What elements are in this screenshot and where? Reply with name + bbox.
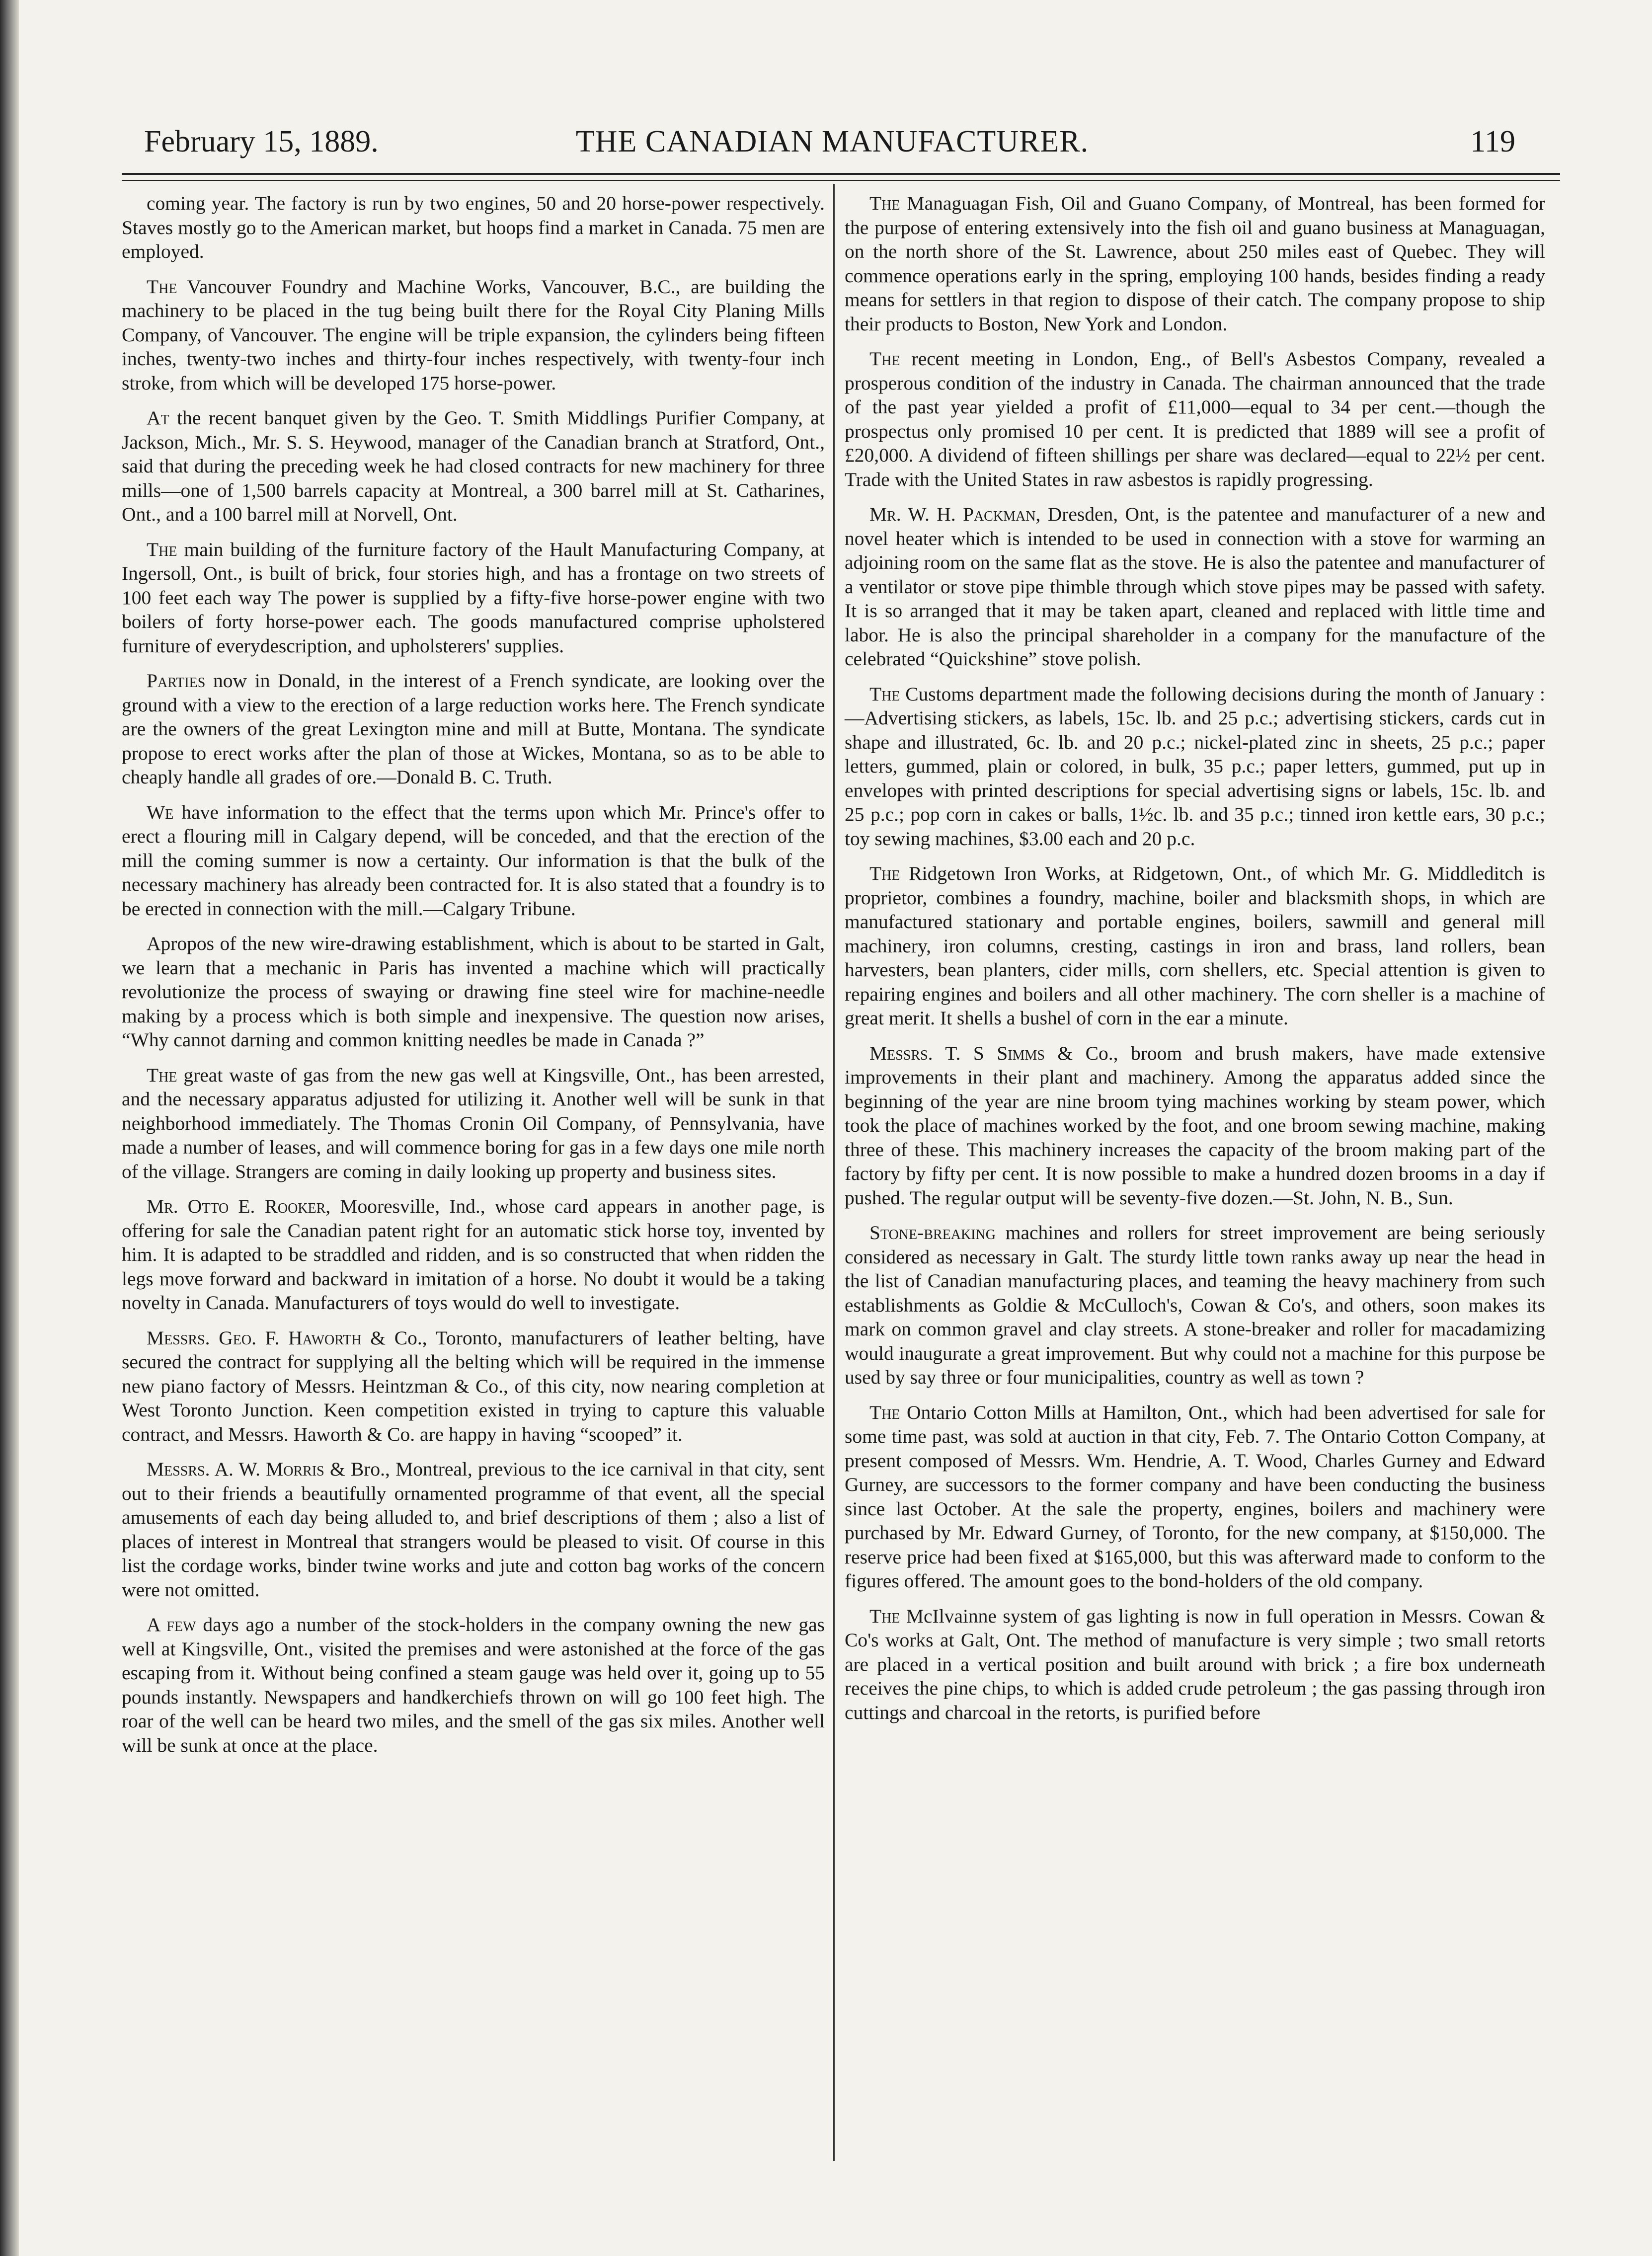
article [845, 1221, 1545, 1390]
article-lead: The [869, 1401, 900, 1423]
article-text: Managuagan Fish, Oil and Guano Company, of Montreal, has been formed for the purpose of entering extensively into the fish oil and guano business at Managuagan, on the north shore of the St. Lawrence, about 250 miles east of Quebec. They will commence operations early in the spring, employing 100 hands, besides finding a ready means for settlers in that region to dispose of their catch. The company propose to ship their products to Boston, New York and London. [845, 192, 1545, 335]
page-number: 119 [1470, 125, 1515, 158]
article [122, 275, 825, 395]
article-text: machines and rollers for street improvement are being seriously considered as necessary in Galt. The sturdy little town ranks away up near the head in the list of Canadian manufacturing places, and teaming the heavy machinery from such establishments as Goldie & McCulloch's, Cowan & Co's, and others, soon makes its mark on common gravel and clay streets. A stone-breaker and roller for macadamizing would inaugurate a great improvement. But why could not a machine for this purpose be used by say three or four municipalities, country as well as town ? [845, 1222, 1545, 1388]
book-binding-edge [0, 0, 19, 2256]
article [122, 932, 825, 1052]
issue-date: February 15, 1889. [144, 125, 379, 158]
article [122, 1326, 825, 1447]
article-text: great waste of gas from the new gas well at Kingsville, Ont., has been arrested, and the necessary apparatus adjusted for utilizing it. Another well will be sunk in that neighborhood immediately. The Thomas Cronin Oil Company, of Pennsylvania, have made a number of leases, and will commence boring for gas in a few days one mile north of the village. Strangers are coming in daily looking up property and business sites. [122, 1064, 825, 1182]
article [845, 1604, 1545, 1725]
article [122, 538, 825, 658]
article-lead: Stone-breaking [869, 1222, 996, 1244]
article-lead: The [869, 683, 900, 705]
article [122, 1063, 825, 1184]
article-lead: Messrs. Geo. F. Haworth [147, 1326, 362, 1349]
article-text: the recent banquet given by the Geo. T. Smith Middlings Purifier Company, at Jackson, Mich., Mr. S. S. Heywood, manager of the Canadian branch at Stratford, Ont., said that during the preceding week he had closed contracts for new machinery for three mills—one of 1,500 barrels capacity at Montreal, a 300 barrel mill at St. Catharines, Ont., and a 100 barrel mill at Norvell, Ont. [122, 407, 825, 525]
article [122, 1194, 825, 1315]
column-divider [833, 184, 835, 2161]
article-text: recent meeting in London, Eng., of Bell's Asbestos Company, revealed a prosperous condition of the industry in Canada. The chairman announced that the trade of the past year yielded a profit of £11,000—equal to 34 per cent.—though the prospectus only promised 10 per cent. It is predicted that 1889 will see a profit of £20,000. A dividend of fifteen shillings per share was declared—equal to 22½ per cent. Trade with the United States in raw asbestos is rapidly progressing. [845, 348, 1545, 490]
article-text: days ago a number of the stock-holders in the company owning the new gas well at Kingsville, Ont., visited the premises and were astonished at the force of the gas escaping from it. Without being confined a steam gauge was held over it, going up to 55 pounds instantly. Newspapers and handkerchiefs thrown on will go 100 feet high. The roar of the well can be heard two miles, and the smell of the gas six miles. Another well will be sunk at once at the place. [122, 1614, 825, 1756]
left-column [122, 191, 825, 1768]
article-text: & Bro., Montreal, previous to the ice carnival in that city, sent out to their friends a beautifully ornamented programme of that event, all the special amusements of each day being alluded to, and brief descriptions of them ; also a list of places of interest in Montreal that strangers would be pleased to visit. Of course in this list the cordage works, binder twine works and jute and cotton bag works of the concern were not omitted. [122, 1458, 825, 1601]
article [122, 191, 825, 264]
header-rule [122, 173, 1560, 175]
article [845, 1400, 1545, 1593]
article-text: Mooresville, Ind., whose card appears in another page, is offering for sale the Canadian patent right for an automatic stick horse toy, invented by him. It is adapted to be straddled and ridden, and is so constructed that when ridden the legs move forward and backward in imitation of a horse. No doubt it would be a taking novelty in Canada. Manufacturers of toys would do well to investigate. [122, 1195, 825, 1314]
article [122, 1613, 825, 1757]
article [845, 191, 1545, 336]
article-lead: The [869, 348, 900, 370]
article-lead: The [147, 538, 177, 560]
article-text: now in Donald, in the interest of a French syndicate, are looking over the ground with a view to the erection of a large reduction works here. The French syndicate are the owners of the great Lexington mine and mill at Butte, Montana. The syndicate propose to erect works after the plan of those at Wickes, Montana, so as to be able to cheaply handle all grades of ore.—Donald B. C. Truth. [122, 670, 825, 788]
article-text: Vancouver Foundry and Machine Works, Vancouver, B.C., are building the machinery to be placed in the tug being built there for the Royal City Planing Mills Company, of Vancouver. The engine will be triple expansion, the cylinders being fifteen inches, twenty-two inches and thirty-four inches respectively, with twenty-four inch stroke, from which will be developed 175 horse-power. [122, 275, 825, 394]
header-rule-thin [122, 180, 1560, 181]
article-text: Customs department made the following decisions during the month of January :—Advertising stickers, as labels, 15c. lb. and 25 p.c.; advertising stickers, cards cut in shape and illustrated, 6c. lb. and 20 p.c.; nickel-plated zinc in sheets, 25 p.c.; paper letters, gummed, plain or colored, in bulk, 35 p.c.; paper letters, gummed, put up in envelopes with printed descriptions for special advertising signs or labels, 15c. lb. and 25 p.c.; pop corn in cakes or balls, 1½c. lb. and 35 p.c.; tinned iron kettle ears, 30 p.c.; toy sewing machines, $3.00 each and 20 p.c. [845, 683, 1545, 850]
article-lead: The [869, 862, 900, 884]
article-text: McIlvainne system of gas lighting is now in full operation in Messrs. Cowan & Co's works at Galt, Ont. The method of manufacture is very simple ; two small retorts are placed in a vertical position and built around with brick ; a fire box underneath receives the pine chips, to which is added crude petroleum ; the gas passing through iron cuttings and charcoal in the retorts, is purified before [845, 1605, 1545, 1723]
publication-title: THE CANADIAN MANUFACTURER. [575, 125, 1089, 158]
article [845, 682, 1545, 851]
article [122, 406, 825, 527]
article [122, 669, 825, 789]
article-lead: The [869, 192, 900, 214]
article [845, 502, 1545, 671]
article-text: main building of the furniture factory of the Hault Manufacturing Company, at Ingersoll, Ont., is built of brick, four stories high, and has a frontage on two streets of 100 feet each way The power is supplied by a fifty-five horse-power engine with two boilers of forty horse-power each. The goods manufactured comprise upholstered furniture of everydescription, and upholsterers' supplies. [122, 538, 825, 657]
article-lead: The [147, 1064, 177, 1086]
article-text: Dresden, Ont, is the patentee and manufacturer of a new and novel heater which is intended to be used in connection with a stove for warming an adjoining room on the same flat as the stove. He is also the patentee and manufacturer of a ventilator or stove pipe thimble through which stove pipes may be passed with safety. It is so arranged that it may be taken apart, cleaned and replaced with little time and labor. He is also the principal shareholder in a company for the manufacture of the celebrated “Quickshine” stove polish. [845, 503, 1545, 670]
article-lead: At [147, 407, 169, 429]
article-text: Apropos of the new wire-drawing establishment, which is about to be started in Galt, we learn that a mechanic in Paris has invented a machine which will practically revolutionize the process of swaying or drawing fine steel wire for machine-needle making by a process which is both simple and inexpensive. The question now arises, “Why cannot darning and common knitting needles be made in Canada ?” [122, 933, 825, 1051]
right-column [845, 191, 1545, 1735]
article [122, 1457, 825, 1602]
article-lead: The [147, 275, 177, 298]
article-text: have information to the effect that the terms upon which Mr. Prince's offer to erect a flouring mill in Calgary depend, will be conceded, and that the erection of the mill the coming summer is now a certainty. Our information is that the bulk of the necessary machinery has already been contracted for. It is also stated that a foundry is to be erected in connection with the mill.—Calgary Tribune. [122, 801, 825, 920]
article [122, 800, 825, 921]
article [845, 861, 1545, 1030]
article-text: Ontario Cotton Mills at Hamilton, Ont., which had been advertised for sale for some time past, was sold at auction in that city, Feb. 7. The Ontario Cotton Company, at present composed of Messrs. Wm. Hendrie, A. T. Wood, Charles Gurney and Edward Gurney, are successors to the former company and have been conducting the business since last October. At the sale the property, engines, boilers and machinery were purchased by Mr. Edward Gurney, of Toronto, for the new company, at $150,000. The reserve price had been fixed at $165,000, but this was afterward made to conform to the figures offered. The amount goes to the bond-holders of the old company. [845, 1401, 1545, 1592]
article-lead: The [869, 1605, 900, 1627]
article [845, 1041, 1545, 1210]
article-lead: Parties [147, 670, 206, 692]
article-lead: A few [147, 1614, 196, 1635]
article-text: coming year. The factory is run by two engines, 50 and 20 horse-power respectively. Staves mostly go to the American market, but hoops find a market in Canada. 75 men are employed. [122, 192, 825, 262]
page-header [144, 122, 1520, 176]
article-text: & Co., broom and brush makers, have made extensive improvements in their plant and machinery. Among the apparatus added since the beginning of the year are nine broom tying machines working by steam power, which took the place of machines worked by the foot, and one broom sewing machine, making three of these. This machinery increases the capacity of the broom making part of the factory by fifty per cent. It is now possible to make a hundred dozen brooms in a day if pushed. The regular output will be seventy-five dozen.—St. John, N. B., Sun. [845, 1042, 1545, 1209]
article-lead: We [147, 801, 174, 823]
article-lead: Messrs. T. S Simms [869, 1042, 1045, 1064]
article-text: & Co., Toronto, manufacturers of leather belting, have secured the contract for supplying all the belting which will be required in the immense new piano factory of Messrs. Heintzman & Co., of this city, now nearing completion at West Toronto Junction. Keen competition existed in trying to capture this valuable contract, and Messrs. Haworth & Co. are happy in having “scooped” it. [122, 1326, 825, 1445]
article-lead: Mr. W. H. Packman, [869, 503, 1041, 525]
article-lead: Mr. Otto E. Rooker, [147, 1195, 331, 1217]
article [845, 347, 1545, 491]
article-text: Ridgetown Iron Works, at Ridgetown, Ont., of which Mr. G. Middleditch is proprietor, combines a foundry, machine, boiler and blacksmith shops, in which are manufactured stationary and portable engines, boilers, sawmill and general mill machinery, iron columns, cresting, castings in iron and brass, land rollers, bean harvesters, bean planters, cider mills, corn shellers, etc. Special attention is given to repairing engines and boilers and all other machinery. The corn sheller is a machine of great merit. It shells a bushel of corn in the ear a minute. [845, 862, 1545, 1029]
article-lead: Messrs. A. W. Morris [147, 1458, 324, 1480]
